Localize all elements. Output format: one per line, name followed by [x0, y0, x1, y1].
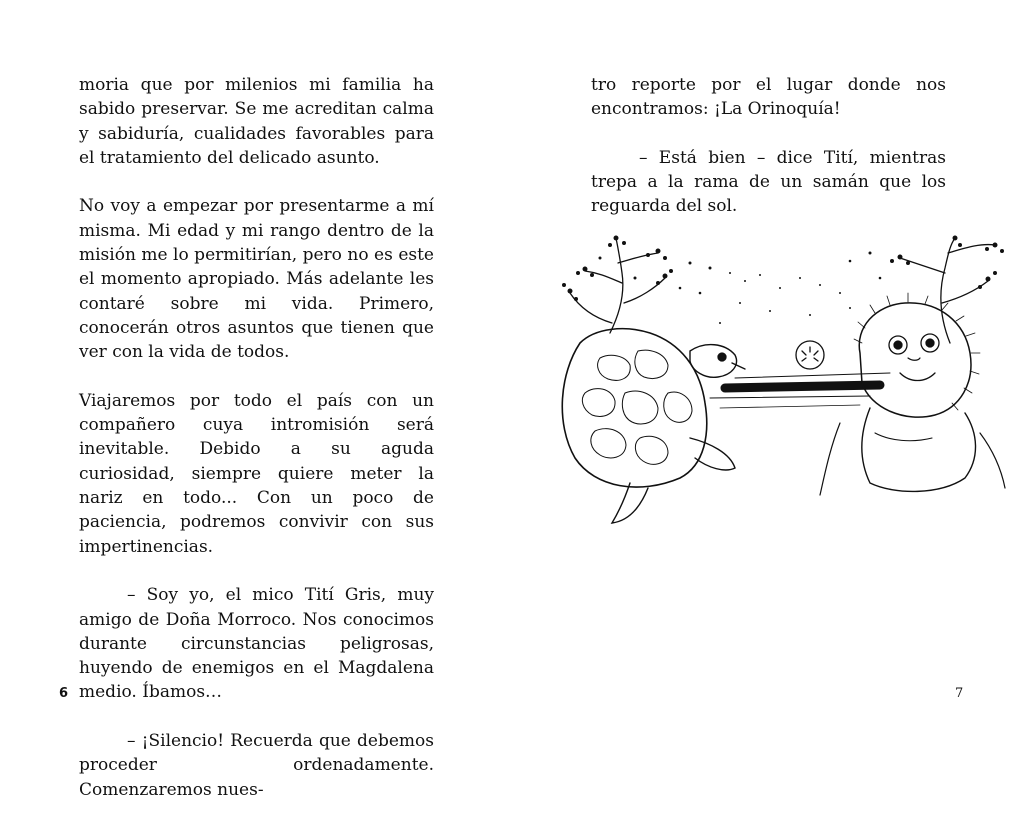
turtle-and-monkey-illustration: [540, 233, 1020, 528]
right-paragraph-1: tro reporte por el lugar donde nos encontramos: ¡La Orinoquía!: [591, 75, 946, 120]
left-leaf-cluster: [562, 236, 712, 302]
right-page-text: [591, 73, 946, 243]
left-paragraph-5-dialog: – ¡Silencio! Recuerda que debemos proceder ordenadamente. Comenzaremos nues-: [79, 731, 434, 800]
page-number-right: 7: [955, 686, 964, 701]
sun: [796, 341, 824, 369]
right-leaf-cluster: [849, 236, 1004, 290]
left-paragraph-3: Viajaremos por todo el país con un compañero cuya intromisión será inevitable. Debido a su aguda curiosidad, siempre quiere meter la nariz en todo... Con un poco de paciencia, podremos convivir con sus impertinencias.: [79, 390, 434, 557]
left-paragraph-2: No voy a empezar por presentarme a mí misma. Mi edad y mi rango dentro de la misión me lo permitirían, pero no es este el momento apropiado. Más adelante les contaré sobre mi vida. Primero, conocerán otros asuntos que tienen que ver con la vida de todos.: [79, 196, 434, 363]
left-paragraph-4-dialog: – Soy yo, el mico Tití Gris, muy amigo de Doña Morroco. Nos conocimos durante circunstancias peligrosas, huyendo de enemigos en el Magdalena medio. Íbamos…: [79, 585, 434, 703]
turtle: [562, 329, 745, 523]
left-page: [0, 0, 512, 800]
left-branch-leaves: [570, 238, 665, 333]
right-branch-leaves: [900, 238, 995, 343]
right-page: [512, 0, 1024, 768]
left-paragraph-1: moria que por milenios mi familia ha sabido preservar. Se me acreditan calma y sabiduría, cualidades favorables para el tratamiento del delicado asunto.: [79, 75, 434, 168]
page-number-left: 6: [59, 686, 69, 701]
left-page-text: [79, 73, 434, 826]
monkey: [820, 293, 1005, 495]
sky-dots: [719, 272, 851, 324]
horizon-band: [710, 373, 890, 408]
right-paragraph-2-dialog: – Está bien – dice Tití, mientras trepa a la rama de un samán que los reguarda del sol.: [591, 147, 946, 217]
